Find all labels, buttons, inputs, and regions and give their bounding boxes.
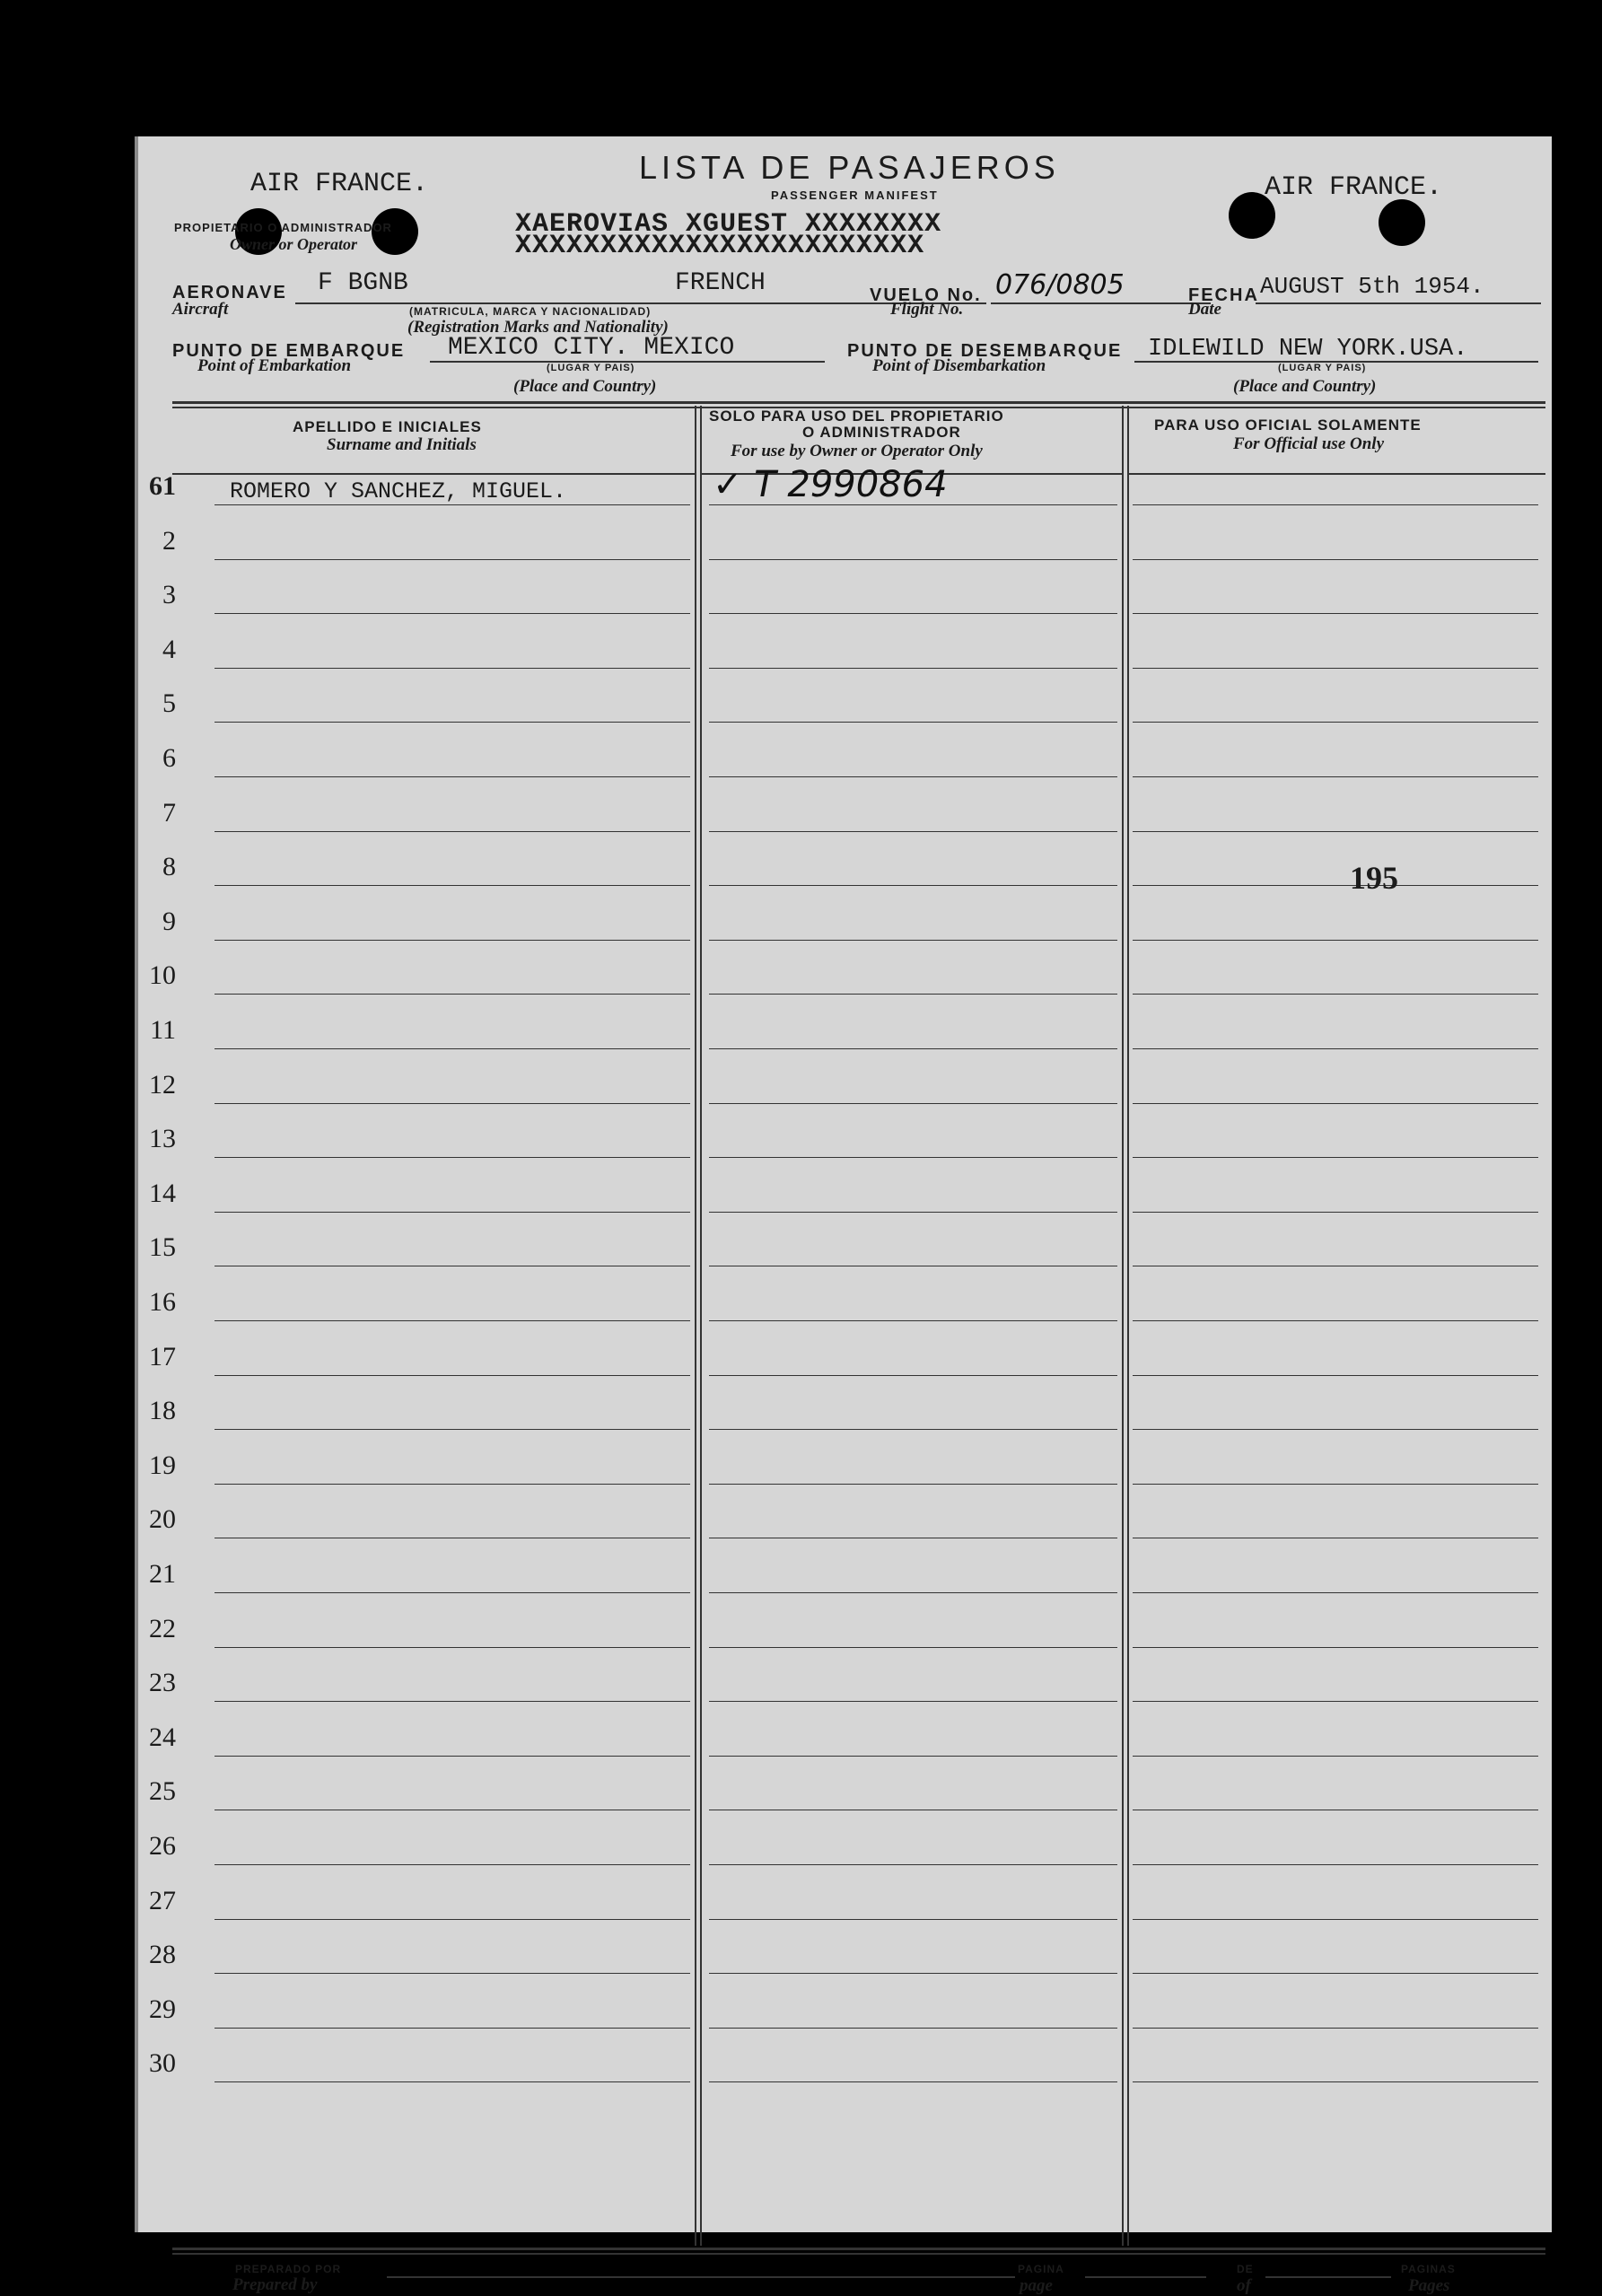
row-rule [1133,504,1538,505]
row-rule [214,2081,690,2082]
date-label: FECHA [1188,285,1259,305]
row-rule [214,2028,690,2029]
row-rule [709,1592,1117,1593]
official-stamp-number: 195 [1350,860,1398,896]
row-rule [1133,1103,1538,1104]
row-number: 30 [149,2048,176,2078]
row-rule [1133,885,1538,886]
row-rule [214,776,690,777]
date-value: AUGUST 5th 1954. [1260,273,1484,300]
embark-caption-es: (LUGAR Y PAIS) [547,363,635,373]
disembark-value: IDLEWILD NEW YORK.USA. [1148,336,1468,363]
row-number: 12 [149,1070,176,1100]
row-number: 7 [162,798,176,828]
row-number: 17 [149,1342,176,1371]
row-rule [709,1375,1117,1376]
row-rule [1133,2028,1538,2029]
row-rule [1133,1864,1538,1865]
row-rule [709,1429,1117,1430]
row-rule [214,1429,690,1430]
row-rule [1133,831,1538,832]
aircraft-nationality: FRENCH [675,269,766,297]
date-label-en: Date [1188,300,1221,319]
row-rule [709,1320,1117,1321]
row-rule [709,1864,1117,1865]
row-rule [214,1701,690,1702]
row-number: 29 [149,1994,176,2024]
disembark-label-en: Point of Disembarkation [872,356,1046,375]
row-rule [214,1157,690,1158]
row-rule [1133,1701,1538,1702]
row-rule [1133,1973,1538,1974]
row-number: 10 [149,960,176,990]
row-number: 3 [162,580,176,609]
row-number: 22 [149,1614,176,1643]
struck-operator-name: XAEROVIAS XGUEST XXXXXXXX XXXXXXXXXXXXXXXXXXXXXXXX [515,209,942,261]
row-rule [709,722,1117,723]
row-rule [1133,1919,1538,1920]
footer-page-en: page [1020,2276,1053,2295]
row-rule [214,1756,690,1757]
row-rule [709,1647,1117,1648]
owner-label-en: Owner or Operator [230,235,358,253]
col-official-header-en: For Official use Only [1233,434,1385,453]
row-rule [709,776,1117,777]
row-rule [709,559,1117,560]
flight-label: VUELO No. [870,285,982,305]
row-rule [214,1484,690,1485]
row-rule [214,1103,690,1104]
row-rule [709,1701,1117,1702]
col-surname-header-en: Surname and Initials [327,435,477,454]
row-rule [1133,1157,1538,1158]
row-number: 5 [162,688,176,718]
row-rule [1133,940,1538,941]
aircraft-caption-es: (MATRICULA, MARCA Y NACIONALIDAD) [409,305,652,318]
embark-label-en: Point of Embarkation [197,356,352,375]
row-number: 18 [149,1396,176,1425]
row-rule [709,885,1117,886]
form-subtitle: PASSENGER MANIFEST [771,188,939,202]
row-rule [709,1756,1117,1757]
owner-note: ✓ T 2990864 [713,464,948,505]
footer-of-es: DE [1237,2263,1254,2275]
row-rule [214,722,690,723]
footer-of-en: of [1237,2276,1251,2295]
row-number: 20 [149,1504,176,1534]
flight-label-en: Flight No. [890,300,964,319]
row-number: 8 [162,852,176,881]
embark-value: MEXICO CITY. MEXICO [448,334,735,362]
row-rule [214,668,690,669]
row-rule [709,831,1117,832]
punch-hole-4 [1379,199,1425,246]
aircraft-registration: F BGNB [318,269,408,297]
row-rule [214,559,690,560]
row-rule [1133,559,1538,560]
row-rule [214,1973,690,1974]
col-owner-header-en: For use by Owner or Operator Only [731,442,983,460]
row-rule [214,885,690,886]
row-rule [214,1375,690,1376]
row-rule [214,1212,690,1213]
row-rule [709,1157,1117,1158]
col-owner-header-es-1: SOLO PARA USO DEL PROPIETARIO [709,407,1004,425]
row-number: 27 [149,1886,176,1915]
col-surname-header-es: APELLIDO E INICIALES [293,418,482,435]
row-rule [1133,776,1538,777]
row-number: 28 [149,1940,176,1969]
aircraft-caption-en: (Registration Marks and Nationality) [407,318,669,337]
row-rule [1133,1484,1538,1485]
footer-prepared-en: Prepared by [232,2275,318,2294]
row-rule [1133,668,1538,669]
row-rule [214,1647,690,1648]
row-number: 11 [150,1015,176,1045]
footer-pages-en: Pages [1408,2276,1450,2295]
row-rule [1133,1592,1538,1593]
row-number: 4 [162,635,176,664]
row-rule [214,831,690,832]
disembark-label: PUNTO DE DESEMBARQUE [847,341,1123,361]
row-number: 25 [149,1776,176,1806]
row-rule [709,668,1117,669]
row-rule [214,1592,690,1593]
row-rule [214,1919,690,1920]
row-rule [709,1212,1117,1213]
row-rule [709,2081,1117,2082]
row-rule [214,613,690,614]
row-rule [709,1103,1117,1104]
row-number: 15 [149,1232,176,1262]
row-rule [1133,1429,1538,1430]
row-rule [1133,1375,1538,1376]
owner-label-es: PROPIETARIO O ADMINISTRADOR [174,221,392,234]
embark-caption-en: (Place and Country) [513,377,657,396]
row-rule [709,994,1117,995]
row-rule [709,1919,1117,1920]
row-rule [709,2028,1117,2029]
row-rule [1133,1756,1538,1757]
row-rule [709,1484,1117,1485]
manifest-page [135,136,1552,2295]
row-rule [1133,613,1538,614]
disembark-caption-en: (Place and Country) [1233,377,1377,396]
row-rule [1133,994,1538,995]
row-number: 26 [149,1831,176,1861]
row-number: 9 [162,907,176,936]
row-rule [709,613,1117,614]
passenger-name: ROMERO Y SANCHEZ, MIGUEL. [230,478,567,504]
row-number: 14 [149,1179,176,1208]
row-number: 19 [149,1450,176,1480]
embark-label: PUNTO DE EMBARQUE [172,341,406,361]
row-rule [709,940,1117,941]
footer-page-es: PAGINA [1018,2263,1064,2275]
row-number: 13 [149,1124,176,1153]
row-rule [1133,722,1538,723]
row-rule [709,1973,1117,1974]
row-rule [214,994,690,995]
row-number: 21 [149,1559,176,1589]
footer-prepared-es: PREPARADO POR [235,2263,342,2275]
airline-left: AIR FRANCE. [250,169,429,199]
row-rule [1133,2081,1538,2082]
row-number: 23 [149,1668,176,1697]
aircraft-label-en: Aircraft [172,300,229,319]
row-rule [214,940,690,941]
row-rule [214,1864,690,1865]
row-rule [214,1048,690,1049]
row-number: 6 [162,743,176,773]
row-number: 24 [149,1722,176,1752]
row-rule [1133,1212,1538,1213]
row-rule [214,504,690,505]
row-number: 61 [149,471,176,501]
airline-right: AIR FRANCE. [1265,172,1443,203]
row-number: 2 [162,526,176,556]
aircraft-label: AERONAVE [172,283,287,302]
row-number: 16 [149,1287,176,1317]
row-rule [709,1048,1117,1049]
flight-number: 076/0805 [995,269,1125,301]
row-rule [1133,1048,1538,1049]
footer-pages-es: PAGINAS [1401,2263,1456,2275]
disembark-caption-es: (LUGAR Y PAIS) [1278,363,1367,373]
col-owner-header-es-2: O ADMINISTRADOR [802,424,961,441]
form-title: LISTA DE PASAJEROS [639,149,1060,186]
col-official-header-es: PARA USO OFICIAL SOLAMENTE [1154,416,1422,434]
row-rule [1133,1320,1538,1321]
row-rule [1133,1647,1538,1648]
row-rule [214,1320,690,1321]
